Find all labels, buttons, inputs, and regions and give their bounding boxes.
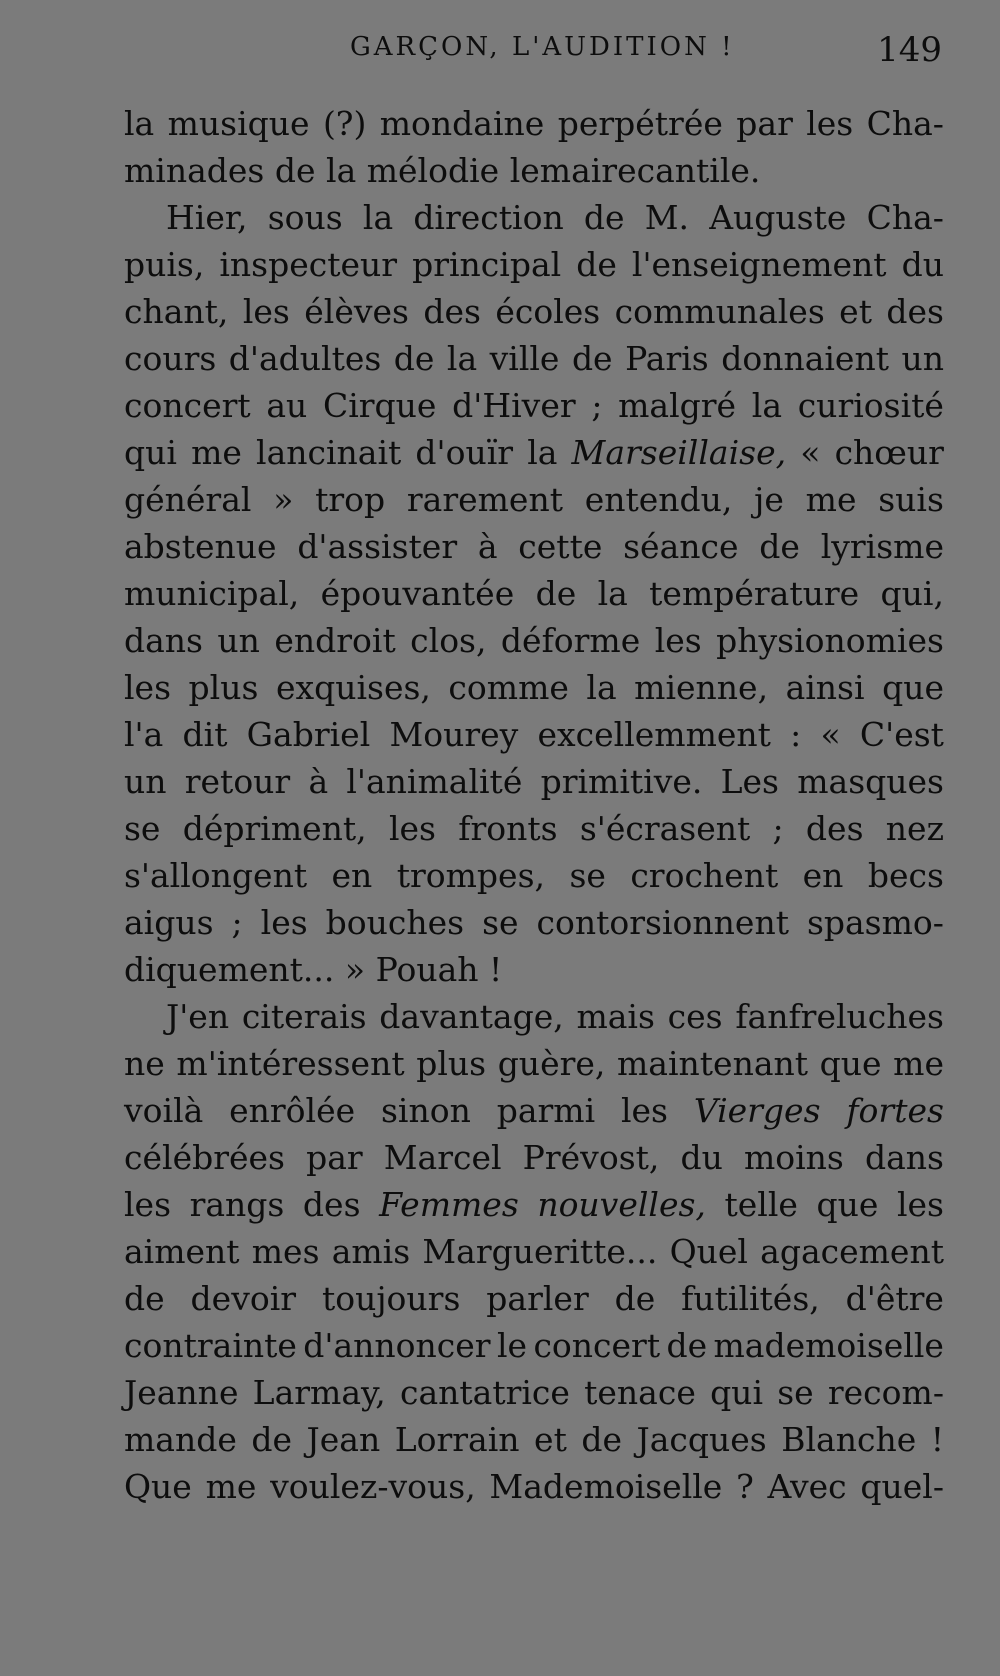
text-line: minades de la mélodie lemairecantile.	[124, 151, 761, 190]
text-line: un retour à l'animalité primitive. Les masques	[124, 762, 944, 801]
text-line: puis, inspecteur principal de l'enseignement du	[124, 245, 944, 284]
text-line: général » trop rarement entendu, je me suis	[124, 480, 944, 519]
text-line: Que me voulez-vous, Mademoiselle ? Avec quel-	[124, 1467, 944, 1506]
text-line: diquement... » Pouah !	[124, 950, 503, 989]
text-line: chant, les élèves des écoles communales et des	[124, 292, 944, 331]
text-line: célébrées par Marcel Prévost, du moins dans	[124, 1138, 944, 1177]
text-line: cours d'adultes de la ville de Paris donnaient un	[124, 339, 944, 378]
text-line: la musique (?) mondaine perpétrée par les Cha-	[124, 104, 944, 143]
text-line: voilà enrôlée sinon parmi les Vierges fortes	[124, 1091, 944, 1130]
text-line: J'en citerais davantage, mais ces fanfreluches	[166, 997, 944, 1036]
text-line: qui me lancinait d'ouïr la Marseillaise, « chœur	[124, 433, 944, 472]
running-header: GARÇON, L'AUDITION !	[350, 32, 735, 62]
text-line: aigus ; les bouches se contorsionnent spasmo-	[124, 903, 944, 942]
text-line: Jeanne Larmay, cantatrice tenace qui se recom-	[124, 1373, 944, 1412]
text-line: de devoir toujours parler de futilités, d'être	[124, 1279, 944, 1318]
text-line: mande de Jean Lorrain et de Jacques Blanche !	[124, 1420, 944, 1459]
text-line: concert au Cirque d'Hiver ; malgré la curiosité	[124, 386, 944, 425]
body-text	[124, 100, 944, 1510]
text-line: s'allongent en trompes, se crochent en becs	[124, 856, 944, 895]
page-number: 149	[877, 30, 942, 70]
text-line: contrainte d'annoncer le concert de mademoiselle	[124, 1326, 944, 1365]
text-line: les plus exquises, comme la mienne, ainsi que	[124, 668, 944, 707]
text-line: abstenue d'assister à cette séance de lyrisme	[124, 527, 944, 566]
text-line: Hier, sous la direction de M. Auguste Cha-	[166, 198, 944, 237]
text-line: dans un endroit clos, déforme les physionomies	[124, 621, 944, 660]
text-line: les rangs des Femmes nouvelles, telle que les	[124, 1185, 944, 1224]
text-line: municipal, épouvantée de la température qui,	[124, 574, 944, 613]
text-line: aiment mes amis Margueritte... Quel agacement	[124, 1232, 944, 1271]
text-line: l'a dit Gabriel Mourey excellemment : « C'est	[124, 715, 944, 754]
text-line: ne m'intéressent plus guère, maintenant que me	[124, 1044, 944, 1083]
text-line: se dépriment, les fronts s'écrasent ; des nez	[124, 809, 944, 848]
